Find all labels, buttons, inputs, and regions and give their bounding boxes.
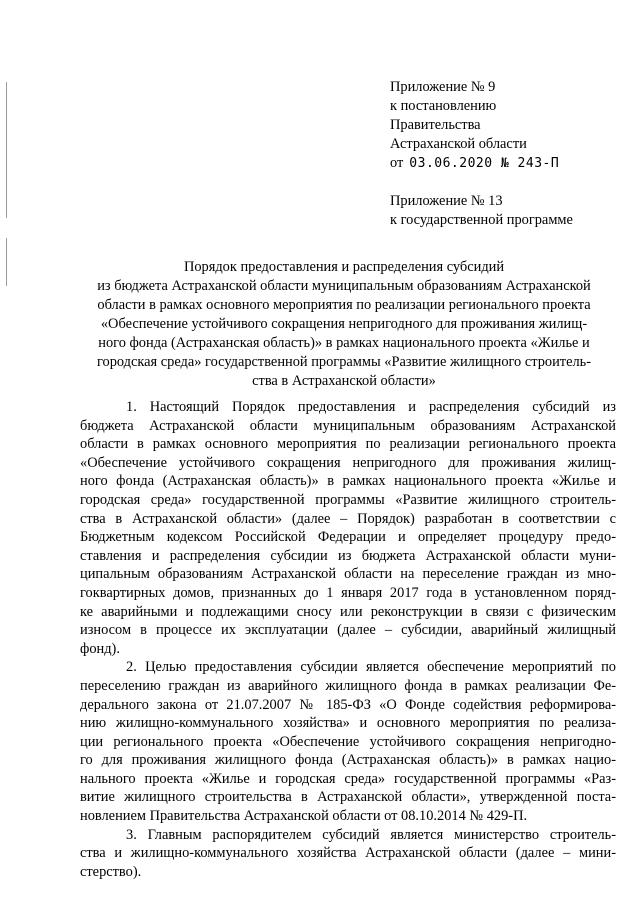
body-line: нию жилищно-коммунального хозяйства» и основного мероприятия по реализа- bbox=[80, 715, 616, 732]
title-line: из бюджета Астраханской области муниципальным образованиям Астраханской bbox=[97, 278, 591, 294]
document-title bbox=[70, 258, 618, 391]
paragraph-2 bbox=[80, 658, 616, 825]
body-line: бюджета Астраханской области муниципальным образованиям Астраханской bbox=[80, 417, 616, 434]
body-line: го для проживания жилищного фонда (Астраханская область)» в рамках нацио- bbox=[80, 752, 616, 769]
body-line: витие жилищного строительства в Астраханской области», утвержденной поста- bbox=[80, 789, 616, 806]
paragraph-3 bbox=[80, 826, 616, 882]
body-line: стерство). bbox=[80, 863, 142, 880]
title-line: ного фонда (Астраханская область)» в рамках национального проекта «Жилье и bbox=[98, 335, 590, 351]
appendix-9-line: Приложение № 9 bbox=[390, 79, 496, 95]
date-prefix: от bbox=[390, 155, 404, 171]
title-line: ства в Астраханской области» bbox=[252, 373, 436, 389]
body-line: дерального закона от 21.07.2007 № 185-ФЗ «О Фонде содействия реформирова- bbox=[80, 696, 616, 713]
title-line: «Обеспечение устойчивого сокращения непригодного для проживания жилищ- bbox=[100, 316, 588, 332]
body-line: ции регионального проекта «Обеспечение устойчивого сокращения непригодно- bbox=[80, 733, 616, 750]
body-line: ства в Астраханской области» (далее – Порядок) разработан в соответствии с bbox=[80, 510, 616, 527]
appendix-13-line: к государственной программе bbox=[390, 212, 573, 228]
body-line: области в рамках основного мероприятия по реализации регионального проекта bbox=[80, 436, 616, 453]
appendix-13-line: Приложение № 13 bbox=[390, 193, 503, 209]
document-body bbox=[80, 398, 616, 881]
appendix-9-line: Астраханской области bbox=[390, 136, 527, 152]
scan-edge-mark-upper bbox=[6, 82, 7, 218]
title-line: городская среда» государственной программы «Развитие жилищного строитель- bbox=[96, 354, 592, 370]
scan-edge-mark-lower bbox=[6, 238, 7, 286]
body-line: городская среда» государственной программы «Развитие жилищного строитель- bbox=[80, 491, 616, 508]
body-line: новлением Правительства Астраханской области от 08.10.2014 № 429-П. bbox=[80, 808, 528, 825]
title-line: области в рамках основного мероприятия по реализации регионального проекта bbox=[97, 297, 591, 313]
body-line: ства и жилищно-коммунального хозяйства Астраханской области (далее – мини- bbox=[80, 845, 616, 862]
body-line: переселению граждан из аварийного жилищного фонда в рамках реализации Фе- bbox=[80, 677, 616, 694]
body-line: ставления и распределения субсидии из бюджета Астраханской области муни- bbox=[80, 547, 616, 564]
body-line: ципальным образованиям Астраханской области на переселение граждан из мно- bbox=[80, 566, 616, 583]
header-gap bbox=[390, 173, 625, 192]
body-line: фонд). bbox=[80, 640, 120, 657]
body-line: ке аварийными и подлежащими сносу или реконструкции в связи с физическим bbox=[80, 603, 616, 620]
title-line: Порядок предоставления и распределения субсидий bbox=[183, 259, 505, 275]
body-line: ного фонда (Астраханская область)» в рамках национального проекта «Жилье и bbox=[80, 473, 616, 490]
body-line: износом в процессе их эксплуатации (далее – субсидии, аварийный жилищный bbox=[80, 622, 616, 639]
body-line: «Обеспечение устойчивого сокращения непригодного для проживания жилищ- bbox=[80, 454, 616, 471]
date-stamp: 03.06.2020 № 243-П bbox=[409, 156, 560, 171]
appendix-9-line: к постановлению bbox=[390, 98, 497, 114]
body-line: нального проекта «Жилье и городская среда» государственной программы «Раз- bbox=[80, 770, 616, 787]
paragraph-1 bbox=[80, 398, 616, 658]
appendix-9-line: Правительства bbox=[390, 117, 481, 133]
body-line: Бюджетным кодексом Российской Федерации и определяет процедуру предо- bbox=[80, 529, 616, 546]
body-line: 2. Целью предоставления субсидии является обеспечение мероприятий по bbox=[126, 659, 616, 676]
body-line: 1. Настоящий Порядок предоставления и распределения субсидий из bbox=[126, 399, 616, 415]
appendix-header bbox=[390, 78, 625, 230]
resolution-date-line bbox=[390, 154, 625, 173]
body-line: гоквартирных домов, признанных до 1 января 2017 года в установленном поряд- bbox=[80, 584, 616, 601]
body-line: 3. Главным распорядителем субсидий является министерство строитель- bbox=[126, 826, 616, 843]
